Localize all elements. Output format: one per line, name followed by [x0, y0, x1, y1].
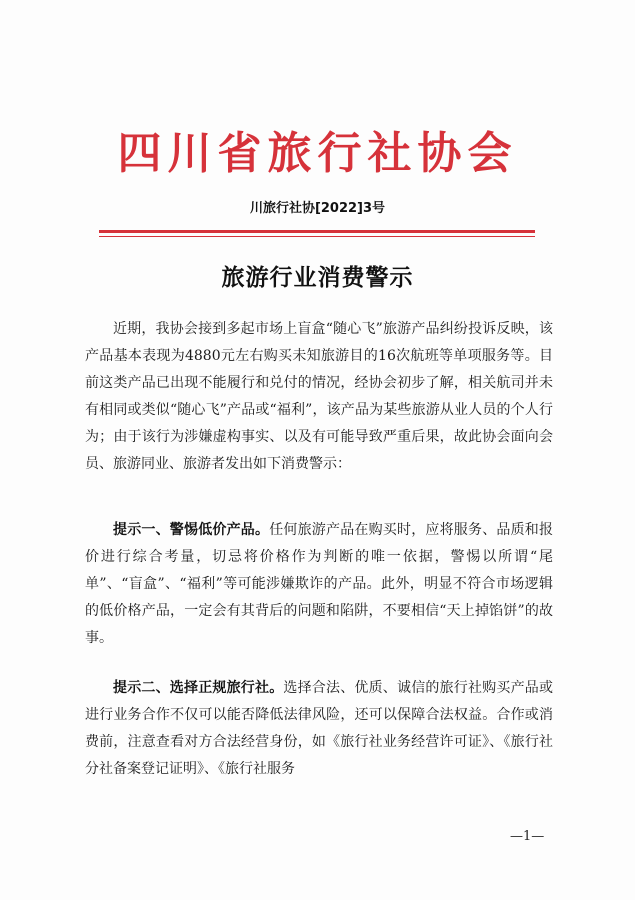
document-title: 旅游行业消费警示	[221, 264, 414, 291]
document-number: 川旅行社协[2022]3号	[249, 201, 386, 216]
page-number: —1—	[510, 829, 545, 844]
letterhead-rule-thick	[99, 230, 535, 233]
intro-paragraph: 近期，我协会接到多起市场上盲盒“随心飞”旅游产品纠纷投诉反映，该产品基本表现为4880元左右购买未知旅游目的16次航班等单项服务等。目前这类产品已出现不能履行和兑付的情况，经协会初步了解，相关航司并未有相同或类似“随心飞”产品或“福利”，该产品为某些旅游从业人员的个人行为；由于该行为涉嫌虚构事实、以及有可能导致严重后果，故此协会面向会员、旅游同业、旅游者发出如下消费警示：	[85, 321, 553, 472]
tip-heading-1: 提示一、警惕低价产品。	[113, 522, 270, 538]
tip-paragraph-2	[85, 675, 553, 783]
letterhead-rule-thin	[99, 236, 535, 237]
tip-text-1: 任何旅游产品在购买时，应将服务、品质和报价进行综合考量，切忌将价格作为判断的唯一依据，警惕以所谓“尾单”、“盲盒”、“福利”等可能涉嫌欺诈的产品。此外，明显不符合市场逻辑的低价格产品，一定会有其背后的问题和陷阱，不要相信“天上掉馅饼”的故事。	[85, 522, 554, 646]
tip-text-2: 选择合法、优质、诚信的旅行社购买产品或进行业务合作不仅可以能否降低法律风险，还可以保障合法权益。合作或消费前，注意查看对方合法经营身份，如《旅行社业务经营许可证》、《旅行社分社备案登记证明》、《旅行社服务	[85, 680, 554, 777]
tip-heading-2: 提示二、选择正规旅行社。	[113, 680, 284, 696]
tip-paragraph-1	[85, 517, 553, 652]
letterhead-organization: 四川省旅行社协会	[117, 128, 518, 179]
